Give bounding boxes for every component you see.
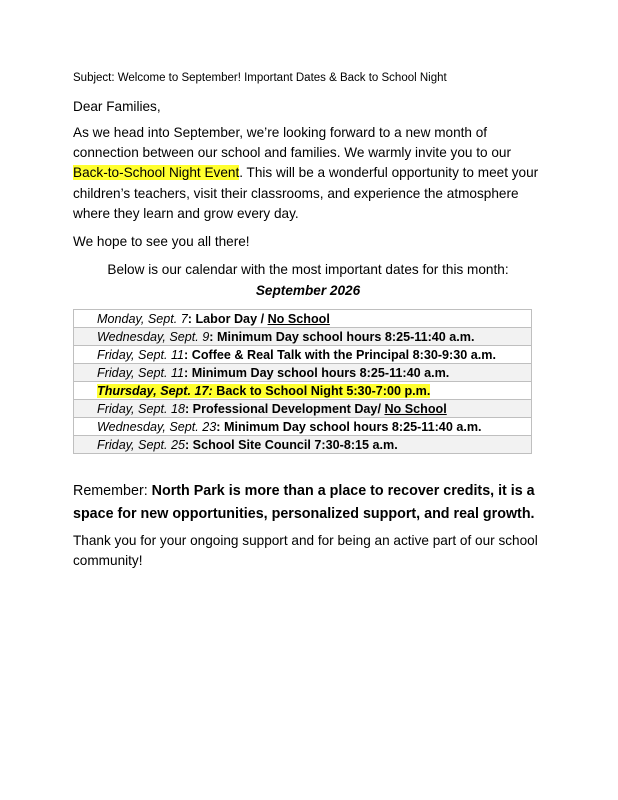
intro-highlight: Back-to-School Night Event bbox=[73, 165, 240, 181]
event-underlined: No School bbox=[267, 311, 330, 326]
event-text: Professional Development Day/ bbox=[192, 401, 385, 416]
event-text: Coffee & Real Talk with the Principal 8:30-9:30 a.m. bbox=[191, 347, 496, 362]
event-text: Minimum Day school hours 8:25-11:40 a.m. bbox=[216, 329, 475, 344]
event-date: Friday, Sept. 11 bbox=[97, 347, 185, 362]
event-underlined: No School bbox=[384, 401, 447, 416]
event-sep: : bbox=[184, 365, 189, 380]
intro-text-after: . This will be a wonderful opportunity to meet your children’s teachers, visit their classrooms, and experience the atmosphere where they learn and grow every day. bbox=[73, 165, 539, 221]
event-date: Wednesday, Sept. 23 bbox=[97, 419, 217, 434]
event-text: Minimum Day school hours 8:25-11:40 a.m. bbox=[191, 365, 450, 380]
calendar-row bbox=[74, 328, 532, 346]
remember-label: Remember: bbox=[73, 483, 152, 499]
greeting: Dear Families, bbox=[73, 99, 161, 114]
calendar-cell bbox=[74, 328, 532, 346]
event-sep: : bbox=[184, 437, 190, 452]
calendar-row bbox=[74, 346, 532, 364]
calendar-cell bbox=[74, 400, 532, 418]
event-date: Friday, Sept. 18 bbox=[97, 401, 185, 416]
subject-line: Subject: Welcome to September! Important Dates & Back to School Night bbox=[73, 72, 447, 84]
calendar-row bbox=[74, 310, 532, 328]
event-date: Monday, Sept. 7 bbox=[97, 311, 188, 326]
event-date: Friday, Sept. 11 bbox=[97, 365, 185, 380]
calendar-cell bbox=[74, 310, 532, 328]
calendar-row bbox=[74, 400, 532, 418]
calendar-table bbox=[73, 309, 532, 454]
calendar-row bbox=[74, 364, 532, 382]
event-text: Back to School Night 5:30-7:00 p.m. bbox=[216, 383, 431, 398]
calendar-row bbox=[74, 436, 532, 454]
calendar-cell bbox=[74, 418, 532, 436]
hope-line: We hope to see you all there! bbox=[73, 234, 250, 249]
calendar-row-highlighted bbox=[74, 382, 532, 400]
event-sep: : bbox=[184, 347, 189, 362]
event-sep: : bbox=[209, 329, 214, 344]
calendar-intro: Below is our calendar with the most important dates for this month: bbox=[107, 262, 509, 277]
remember-bold: North Park is more than a place to recover credits, it is a space for new opportunities, personalized support, and real growth. bbox=[73, 483, 535, 522]
calendar-cell bbox=[74, 364, 532, 382]
event-date: Wednesday, Sept. 9 bbox=[97, 329, 210, 344]
calendar-cell bbox=[74, 436, 532, 454]
event-date: Friday, Sept. 25 bbox=[97, 437, 185, 452]
event-text: School Site Council 7:30-8:15 a.m. bbox=[192, 437, 398, 452]
event-sep: : bbox=[187, 311, 192, 326]
calendar-title: September 2026 bbox=[255, 283, 361, 298]
event-sep: : bbox=[208, 383, 213, 398]
thanks-paragraph: Thank you for your ongoing support and for being an active part of our school community! bbox=[73, 533, 538, 569]
event-date: Thursday, Sept. 17 bbox=[97, 383, 209, 398]
calendar-cell bbox=[74, 382, 532, 400]
event-text: Minimum Day school hours 8:25-11:40 a.m. bbox=[223, 419, 482, 434]
event-text: Labor Day / bbox=[195, 311, 268, 326]
intro-text-before: As we head into September, we’re looking forward to a new month of connection between our school and families. We warmly invite you to our bbox=[73, 125, 511, 161]
event-sep: : bbox=[216, 419, 221, 434]
calendar-cell bbox=[74, 346, 532, 364]
remember-paragraph bbox=[73, 480, 543, 526]
calendar-row bbox=[74, 418, 532, 436]
intro-paragraph bbox=[73, 123, 543, 224]
highlighted-event bbox=[97, 384, 430, 398]
event-sep: : bbox=[184, 401, 190, 416]
